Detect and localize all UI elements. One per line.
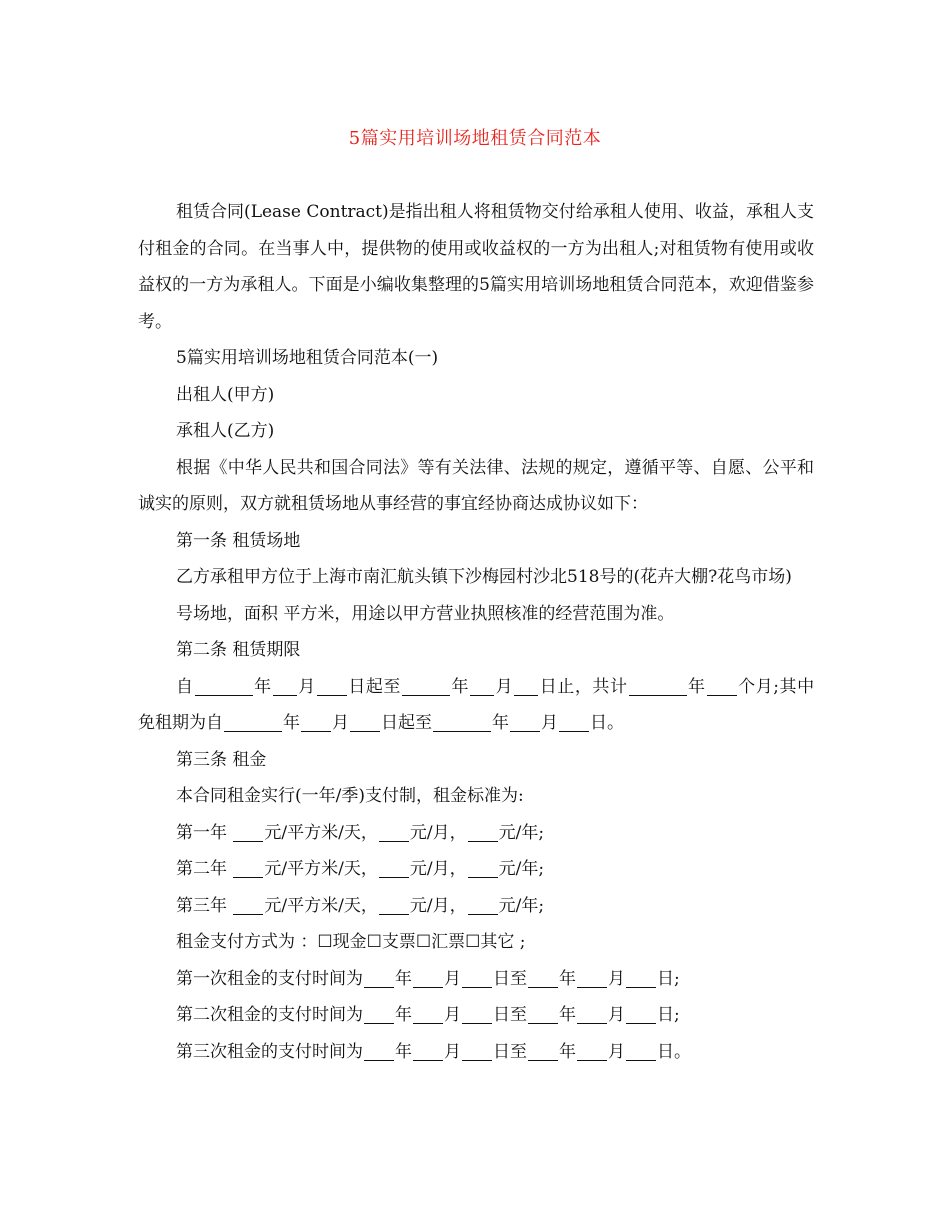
blank-line[interactable] bbox=[577, 1006, 607, 1024]
blank-line[interactable] bbox=[462, 1043, 492, 1061]
document-body bbox=[138, 194, 814, 1070]
article-1-text: 乙方承租甲方位于上海市南汇航头镇下沙梅园村沙北518号的(花卉大棚?花鸟市场) bbox=[176, 567, 792, 587]
blank-line[interactable] bbox=[233, 860, 263, 878]
lessee-line: 承租人(乙方) bbox=[176, 421, 275, 441]
article-3-title: 第三条 租金 bbox=[176, 749, 267, 770]
blank-line[interactable] bbox=[413, 1006, 443, 1024]
blank-line[interactable] bbox=[528, 970, 558, 988]
blank-line[interactable] bbox=[195, 678, 253, 696]
blank-line[interactable] bbox=[379, 824, 409, 842]
blank-line[interactable] bbox=[462, 970, 492, 988]
blank-line[interactable] bbox=[233, 824, 263, 842]
blank-line[interactable] bbox=[626, 1043, 656, 1061]
document-title: 5篇实用培训场地租赁合同范本 bbox=[348, 128, 602, 149]
blank-line[interactable] bbox=[433, 714, 491, 732]
article-2-title: 第二条 租赁期限 bbox=[176, 640, 301, 660]
blank-line[interactable] bbox=[626, 1006, 656, 1024]
blank-line[interactable] bbox=[273, 678, 297, 696]
blank-line[interactable] bbox=[402, 678, 450, 696]
blank-line[interactable] bbox=[379, 860, 409, 878]
blank-line[interactable] bbox=[350, 714, 380, 732]
basis-paragraph: 根据《中华人民共和国合同法》等有关法律、法规的规定，遵循平等、自愿、公平和诚实的原则，双方就租赁场地从事经营的事宜经协商达成协议如下： bbox=[138, 457, 814, 514]
blank-line[interactable] bbox=[577, 1043, 607, 1061]
blank-line[interactable] bbox=[364, 970, 394, 988]
blank-line[interactable] bbox=[317, 678, 347, 696]
article-3-intro: 本合同租金实行(一年/季)支付制，租金标准为: bbox=[176, 786, 524, 806]
blank-line[interactable] bbox=[528, 1006, 558, 1024]
article-1-text-2: 号场地，面积 平方米，用途以甲方营业执照核准的经营范围为准。 bbox=[176, 603, 675, 624]
blank-line[interactable] bbox=[470, 678, 494, 696]
blank-line[interactable] bbox=[468, 897, 498, 915]
blank-line[interactable] bbox=[510, 714, 540, 732]
article-1-title: 第一条 租赁场地 bbox=[176, 530, 301, 551]
payment-row: 第二次租金的支付时间为 年 月 日至 年 月 日; bbox=[176, 1005, 680, 1025]
rent-row: 第二年 元/平方米/天， 元/月， 元/年; bbox=[176, 859, 545, 879]
blank-line[interactable] bbox=[301, 714, 331, 732]
blank-line[interactable] bbox=[468, 824, 498, 842]
blank-line[interactable] bbox=[528, 1043, 558, 1061]
payment-method-line: 租金支付方式为 ：☐现金☐支票☐汇票☐其它 ; bbox=[176, 932, 526, 952]
payment-row: 第三次租金的支付时间为 年 月 日至 年 月 日。 bbox=[176, 1041, 691, 1062]
blank-line[interactable] bbox=[379, 897, 409, 915]
blank-line[interactable] bbox=[468, 860, 498, 878]
section-heading: 5篇实用培训场地租赁合同范本(一) bbox=[176, 348, 439, 368]
payment-row: 第一次租金的支付时间为 年 月 日至 年 月 日; bbox=[176, 968, 680, 989]
blank-line[interactable] bbox=[413, 1043, 443, 1061]
blank-line[interactable] bbox=[514, 678, 538, 696]
intro-paragraph: 租赁合同(Lease Contract)是指出租人将租赁物交付给承租人使用、收益，承租人支付租金的合同。在当事人中，提供物的使用或收益权的一方为出租人;对租赁物有使用或收益权的一方为承租人。下面是小编收集整理的5篇实用培训场地租赁合同范本，欢迎借鉴参考。 bbox=[138, 202, 814, 332]
rent-row: 第一年 元/平方米/天， 元/月， 元/年; bbox=[176, 822, 545, 843]
blank-line[interactable] bbox=[364, 1043, 394, 1061]
rent-row: 第三年 元/平方米/天， 元/月， 元/年; bbox=[176, 895, 545, 916]
blank-line[interactable] bbox=[233, 897, 263, 915]
blank-line[interactable] bbox=[707, 678, 737, 696]
blank-line[interactable] bbox=[462, 1006, 492, 1024]
blank-line[interactable] bbox=[364, 1006, 394, 1024]
blank-line[interactable] bbox=[413, 970, 443, 988]
blank-line[interactable] bbox=[626, 970, 656, 988]
blank-line[interactable] bbox=[559, 714, 589, 732]
blank-line[interactable] bbox=[577, 970, 607, 988]
lease-term-clause: 自 年 月 日起至 年 月 日止，共计 年 个月;其中免租期为自 年 月 日起至 年 月 日。 bbox=[138, 676, 815, 733]
blank-line[interactable] bbox=[224, 714, 282, 732]
lessor-line: 出租人(甲方) bbox=[176, 384, 275, 405]
blank-line[interactable] bbox=[629, 678, 687, 696]
